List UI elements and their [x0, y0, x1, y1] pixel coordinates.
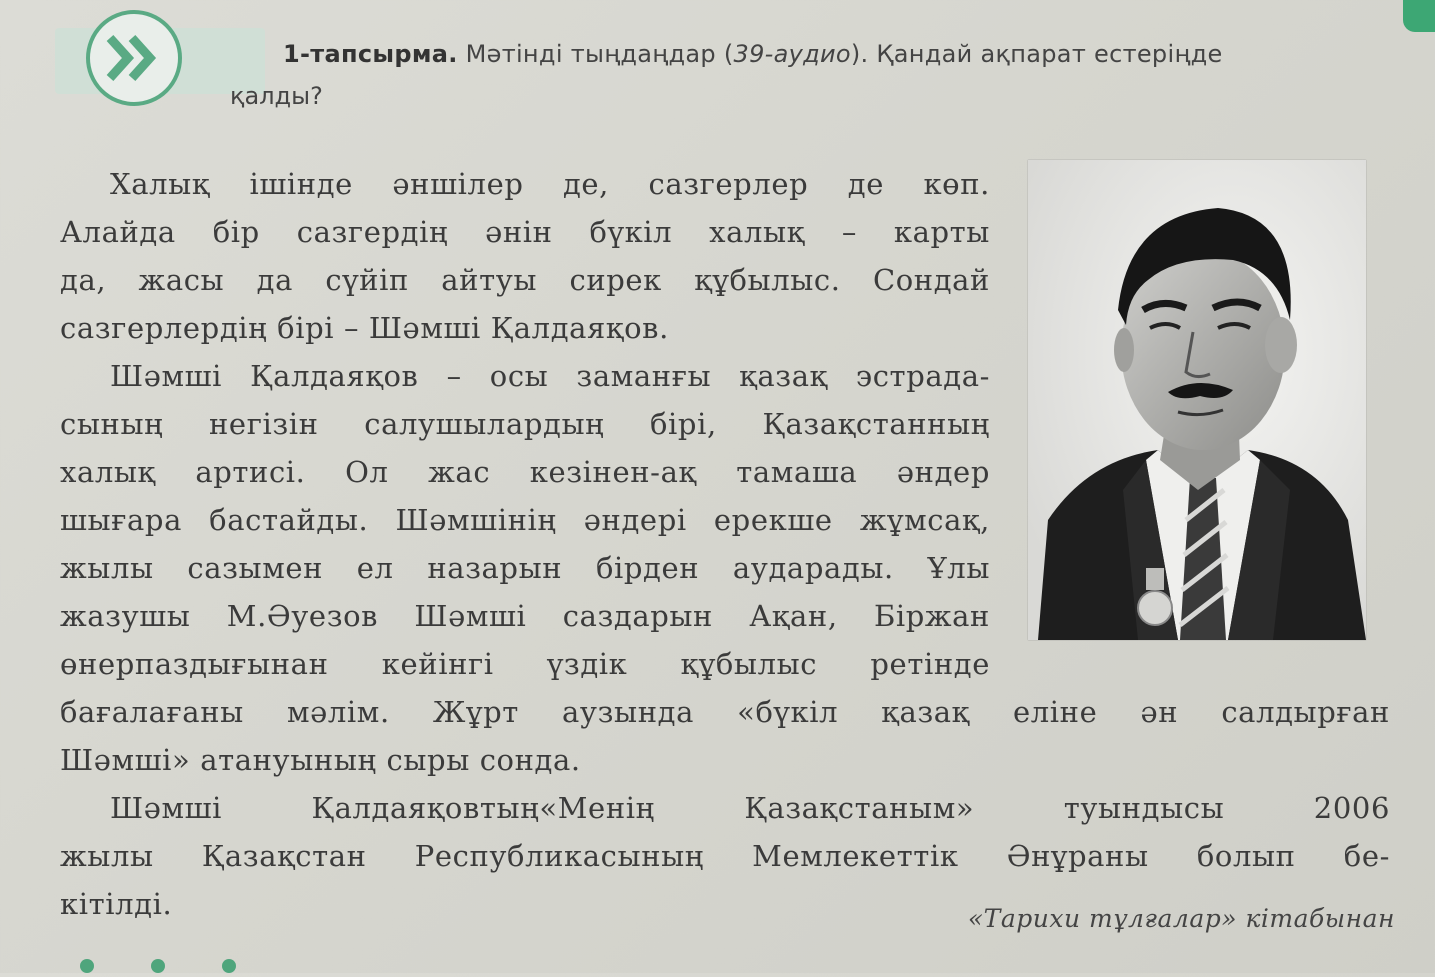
body-line: кітілді.: [60, 887, 173, 921]
task-instruction: [283, 32, 1363, 76]
body-line: жылы сазымен ел назарын бірден аударады. Ұлы: [60, 551, 990, 585]
task-text-after: ). Қандай ақпарат естеріңде: [850, 40, 1223, 68]
source-citation: «Тарихи тұлғалар» кітабынан: [967, 904, 1395, 933]
body-line: Халық ішінде әншілер де, сазгерлер де көп.: [110, 167, 990, 201]
decoration-dot: [151, 959, 165, 973]
body-line: жазушы М.Әуезов Шәмші саздарын Ақан, Біржан: [60, 599, 990, 633]
body-line: сазгерлердің бірі – Шәмші Қалдаяқов.: [60, 311, 669, 345]
decoration-dot: [222, 959, 236, 973]
task-text-before: Мәтінді тыңдаңдар (: [457, 40, 734, 68]
body-line: сының негізін салушылардың бірі, Қазақстанның: [60, 407, 990, 441]
audio-reference: 39-аудио: [733, 40, 851, 68]
body-line: шығара бастайды. Шәмшінің әндері ерекше жұмсақ,: [60, 503, 990, 537]
body-line: жылы Қазақстан Республикасының Мемлекеттік Әнұраны болып бе-: [60, 839, 1390, 873]
body-line: Шәмші» атануының сыры сонда.: [60, 743, 581, 777]
body-line: өнерпаздығынан кейінгі үздік құбылыс ретінде: [60, 647, 990, 681]
double-chevron-icon: [86, 10, 182, 106]
body-line: бағалағаны мәлім. Жұрт аузында «бүкіл қазақ еліне ән салдырған: [60, 695, 1390, 729]
decoration-dot: [80, 959, 94, 973]
body-line: Алайда бір сазгердің әнін бүкіл халық – карты: [60, 215, 990, 249]
body-line: халық артисі. Ол жас кезінен-ақ тамаша әндер: [60, 455, 990, 489]
portrait-photo: [1028, 160, 1366, 640]
body-line: Шәмші Қалдаяқов – осы заманғы қазақ эстрада-: [110, 359, 990, 393]
task-number: 1-тапсырма.: [283, 40, 458, 68]
task-instruction-continuation: қалды?: [230, 82, 323, 110]
body-line: да, жасы да сүйіп айтуы сирек құбылыс. Сондай: [60, 263, 990, 297]
page-decoration-dots: [80, 958, 288, 977]
body-line: Шәмші Қалдаяқовтың«Менің Қазақстаным» туындысы 2006: [110, 791, 1390, 825]
page-corner-marker: [1403, 0, 1435, 32]
